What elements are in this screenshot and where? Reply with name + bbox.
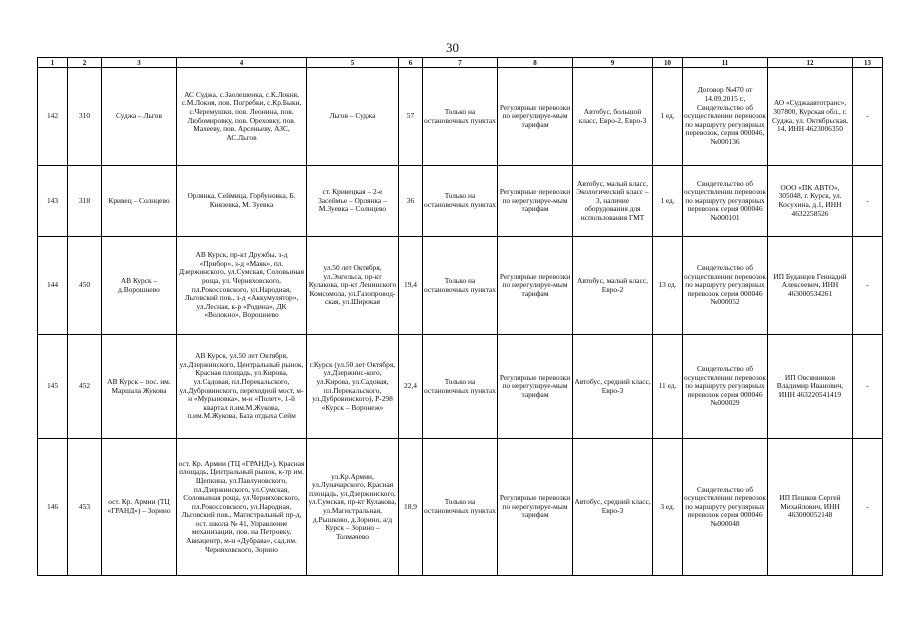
certificate-info: Свидетельство об осуществлении перевозок по маршруту регулярных перевозок серия 000046 №000101 xyxy=(683,166,768,237)
stops-list: АВ Курск, ул.50 лет Октября, ул.Дзержинского, Центральный рынок, Красная площадь, ул.Кирова, ул.Садовая, пл.Перекальского, ул.Дубровинского, переходной мост, м-н «Мурыновка», м-н «Полет», 1-й квартал п.им.М.Жукова, п.им.М.Жукова, База отдыха Сейм xyxy=(177,335,307,439)
header-cell: 12 xyxy=(768,58,853,68)
route-name: АВ Курск – д.Ворошнево xyxy=(102,237,177,335)
header-cell: 8 xyxy=(498,58,573,68)
route-name: АВ Курск – пос. им. Маршала Жукова xyxy=(102,335,177,439)
route-length: 36 xyxy=(399,166,423,237)
route-number: 452 xyxy=(68,335,102,439)
boarding-procedure: Только на остановочных пунктах xyxy=(423,439,498,576)
streets-list: ул.50 лет Октября, ул.Энгельса, пр-кт Кулакова, пр-кт Ленинского Комсомола, ул.Газопровод-ская, ул.Широкая xyxy=(307,237,399,335)
header-cell: 4 xyxy=(177,58,307,68)
notes: - xyxy=(853,237,883,335)
route-length: 22,4 xyxy=(399,335,423,439)
notes: - xyxy=(853,439,883,576)
page-number: 30 xyxy=(446,40,459,55)
vehicle-count: 13 ед. xyxy=(653,237,683,335)
vehicle-count: 1 ед. xyxy=(653,166,683,237)
streets-list: г.Курск (ул.50 лет Октября, ул.Дзержинс-кого, ул.Кирова, ул.Садовая, пл.Перекальского, ул.Дубровинского), Р-298 «Курск – Воронеж» xyxy=(307,335,399,439)
header-cell: 11 xyxy=(683,58,768,68)
row-number: 142 xyxy=(38,68,68,166)
header-cell: 2 xyxy=(68,58,102,68)
route-length: 19,4 xyxy=(399,237,423,335)
boarding-procedure: Только на остановочных пунктах xyxy=(423,335,498,439)
vehicle-class: Автобус, большой класс, Евро-2, Евро-3 xyxy=(573,68,653,166)
routes-table xyxy=(37,57,883,576)
transport-type: Регулярные перевозки по нерегулируе-мым тарифам xyxy=(498,439,573,576)
header-cell: 10 xyxy=(653,58,683,68)
streets-list: Льгов – Суджа xyxy=(307,68,399,166)
boarding-procedure: Только на остановочных пунктах xyxy=(423,166,498,237)
row-number: 143 xyxy=(38,166,68,237)
header-cell: 7 xyxy=(423,58,498,68)
route-length: 57 xyxy=(399,68,423,166)
transport-type: Регулярные перевозки по нерегулируе-мым тарифам xyxy=(498,68,573,166)
row-number: 144 xyxy=(38,237,68,335)
route-number: 318 xyxy=(68,166,102,237)
vehicle-class: Автобус, малый класс, Евро-2 xyxy=(573,237,653,335)
row-number: 146 xyxy=(38,439,68,576)
vehicle-class: Автобус, средний класс, Евро-3 xyxy=(573,335,653,439)
route-number: 453 xyxy=(68,439,102,576)
carrier-info: ИП Овсянников Владимир Иванович, ИНН 463220541419 xyxy=(768,335,853,439)
header-cell: 3 xyxy=(102,58,177,68)
header-cell: 1 xyxy=(38,58,68,68)
header-cell: 6 xyxy=(399,58,423,68)
header-cell: 9 xyxy=(573,58,653,68)
notes: - xyxy=(853,68,883,166)
route-name: ост. Кр. Армии (ТЦ «ГРАНД») – Зорино xyxy=(102,439,177,576)
route-length: 18,9 xyxy=(399,439,423,576)
streets-list: ул.Кр.Армии, ул.Луначарского, Красная площадь, ул.Дзержинского, ул.Сумская, пр-кт Кулакова, ул.Магистральная, д.Рышково, д.Зорино, а/д Курск – Зорино – Толмачево xyxy=(307,439,399,576)
certificate-info: Договор №470 от 14.09.2015 г., Свидетельство об осуществлении перевозок по маршруту регулярных перевозок, серия 000046, №000136 xyxy=(683,68,768,166)
vehicle-count: 11 ед. xyxy=(653,335,683,439)
table-row xyxy=(38,68,883,166)
vehicle-class: Автобус, средний класс, Евро-3 xyxy=(573,439,653,576)
header-cell: 13 xyxy=(853,58,883,68)
vehicle-class: Автобус, малый класс, Экологический класс – 3, наличие оборудования для использования ГМТ xyxy=(573,166,653,237)
certificate-info: Свидетельство об осуществлении перевозок по маршруту регулярных перевозок серия 000046 №000048 xyxy=(683,439,768,576)
table-row xyxy=(38,439,883,576)
boarding-procedure: Только на остановочных пунктах xyxy=(423,237,498,335)
row-number: 145 xyxy=(38,335,68,439)
table-row xyxy=(38,237,883,335)
transport-type: Регулярные перевозки по нерегулируе-мым тарифам xyxy=(498,166,573,237)
route-name: Суджа – Льгов xyxy=(102,68,177,166)
transport-type: Регулярные перевозки по нерегулируе-мым тарифам xyxy=(498,237,573,335)
carrier-info: ООО «ПК АВТО», 305048, г. Курск, ул. Косухина, д.1, ИНН 4632258526 xyxy=(768,166,853,237)
streets-list: ст. Кривецкая – 2-е Засеймье – Орлянка – М.Зуевка – Солнцево xyxy=(307,166,399,237)
table-row xyxy=(38,335,883,439)
header-row xyxy=(38,58,883,68)
vehicle-count: 3 ед. xyxy=(653,439,683,576)
notes: - xyxy=(853,335,883,439)
vehicle-count: 1 ед. xyxy=(653,68,683,166)
route-name: Кривец – Солнцево xyxy=(102,166,177,237)
boarding-procedure: Только на остановочных пунктах xyxy=(423,68,498,166)
route-number: 310 xyxy=(68,68,102,166)
transport-type: Регулярные перевозки по нерегулируе-мым тарифам xyxy=(498,335,573,439)
carrier-info: ИП Буданцев Геннадий Алексеевич, ИНН 463000534261 xyxy=(768,237,853,335)
stops-list: ост. Кр. Армии (ТЦ «ГРАНД»), Красная площадь, Центральный рынок, к-тр им. Щепкина, ул.Павлуновского, пл.Дзержинского, ул.Сумская, Соловьиная роща, ул.Черняховского, пл.Рокоссовского, ул.Народная, Льговский пов., Магистральный пр-д, ост. школа № 41, Управление механизации, пов. на Петровку, Авиацентр, м-н «Дубрава», сад.им. Черняховского, Зорино xyxy=(177,439,307,576)
stops-list: АВ Курск, пр-кт Дружбы, з-д «Прибор», з-д «Маяк», пл. Дзержинского, ул.Сумская, Соловьиная роща, ул. Черняховского, пл.Рокоссовского, ул.Народная, Льговский пов., з-д «Аккумулятор», ул.Лесная, к-р «Родина», ДК «Волокно», Ворошнево xyxy=(177,237,307,335)
stops-list: Орлянка, Сеймица, Горбуновка, Б. Князевка, М. Зуевка xyxy=(177,166,307,237)
certificate-info: Свидетельство об осуществлении перевозок по маршруту регулярных перевозок серия 000046 №000029 xyxy=(683,335,768,439)
carrier-info: ИП Пешков Сергей Михайлович, ИНН 463000052148 xyxy=(768,439,853,576)
notes: - xyxy=(853,166,883,237)
route-number: 450 xyxy=(68,237,102,335)
table-row xyxy=(38,166,883,237)
stops-list: АС Суджа, с.Заолешенка, с.К.Локня, с.М.Локня, пов. Погребки, с.Кр.Быки, с.Черемушки, пов. Леонина, пов. Любомировку, пов. Ореховку, пов. Махееву, пов. Арсеньеву, АЗС, АС.Льгов xyxy=(177,68,307,166)
carrier-info: АО «Суджаавтотранс», 307800, Курская обл., г. Суджа, ул. Октябрьская, 14, ИНН 4623006350 xyxy=(768,68,853,166)
header-cell: 5 xyxy=(307,58,399,68)
certificate-info: Свидетельство об осуществлении перевозок по маршруту регулярных перевозок серия 000046 №000052 xyxy=(683,237,768,335)
